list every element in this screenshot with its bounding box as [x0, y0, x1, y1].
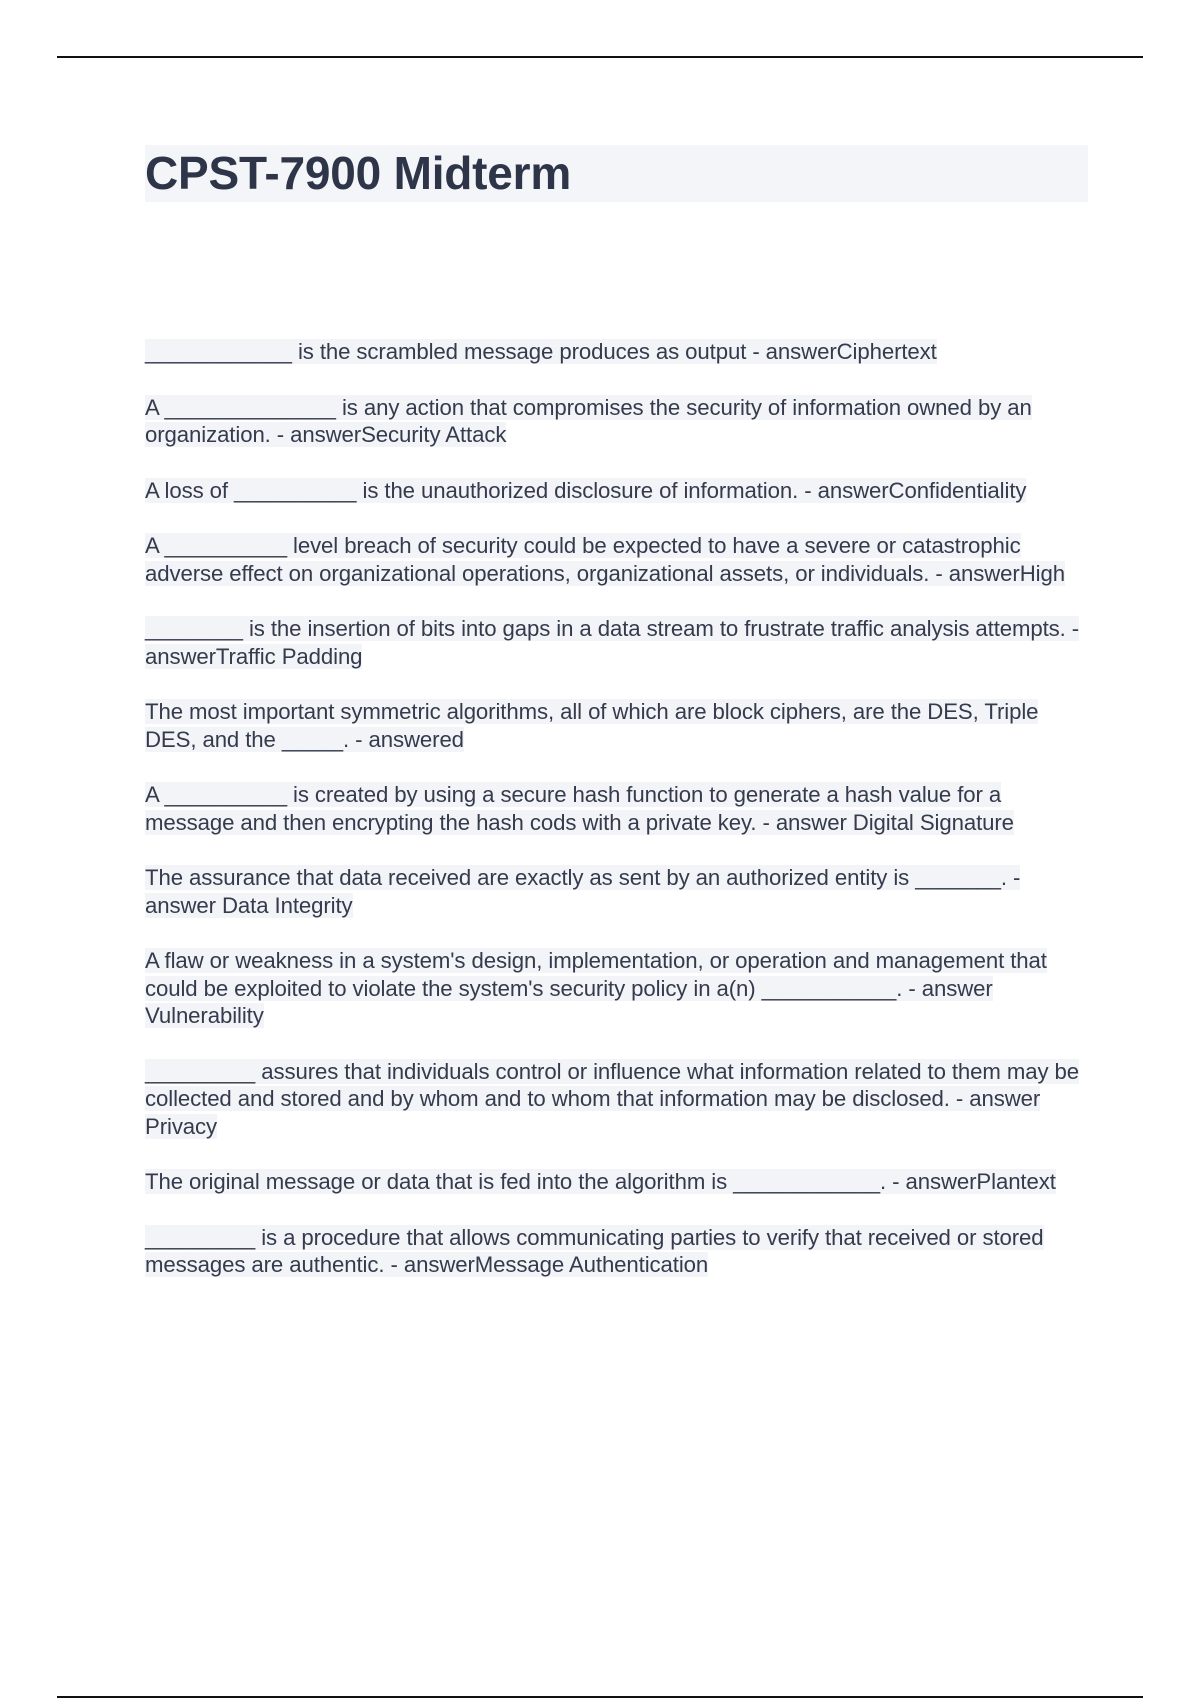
question-text: A ______________ is any action that compromises the security of information owned by an organization. - answerSecurity Attack	[145, 394, 1032, 447]
list-item	[145, 698, 1095, 753]
question-text: The assurance that data received are exactly as sent by an authorized entity is _______. - answer Data Integrity	[145, 865, 1021, 918]
list-item	[145, 781, 1095, 836]
list-item	[145, 1168, 1095, 1196]
question-text: ____________ is the scrambled message produces as output - answerCiphertext	[145, 339, 937, 364]
question-text: The most important symmetric algorithms, all of which are block ciphers, are the DES, Triple DES, and the _____. - answered	[145, 699, 1039, 752]
list-item	[145, 947, 1095, 1030]
list-item	[145, 864, 1095, 919]
title-block	[145, 145, 1088, 202]
list-item	[145, 1224, 1095, 1279]
list-item	[145, 394, 1095, 449]
list-item	[145, 477, 1095, 505]
question-text: ________ is the insertion of bits into gaps in a data stream to frustrate traffic analysis attempts. - answerTraffic Padding	[145, 616, 1080, 669]
question-text: The original message or data that is fed into the algorithm is ____________. - answerPlantext	[145, 1169, 1056, 1194]
question-text: A loss of __________ is the unauthorized disclosure of information. - answerConfidentiality	[145, 477, 1027, 503]
top-rule	[57, 56, 1143, 58]
question-text: A __________ level breach of security could be expected to have a severe or catastrophic adverse effect on organizational operations, organizational assets, or individuals. - answerHigh	[145, 533, 1065, 586]
list-item	[145, 338, 1095, 366]
question-text: _________ is a procedure that allows communicating parties to verify that received or stored messages are authentic. - answerMessage Authentication	[145, 1224, 1044, 1277]
question-text: A flaw or weakness in a system's design, implementation, or operation and management that could be exploited to violate the system's security policy in a(n) ___________. - answer Vulnerability	[145, 948, 1047, 1028]
list-item	[145, 1058, 1095, 1141]
list-item	[145, 532, 1095, 587]
question-text: _________ assures that individuals control or influence what information related to them may be collected and stored and by whom and to whom that information may be disclosed. - answer Privacy	[145, 1058, 1080, 1139]
question-list	[145, 338, 1095, 1307]
list-item	[145, 615, 1095, 670]
question-text: A __________ is created by using a secure hash function to generate a hash value for a message and then encrypting the hash cods with a private key. - answer Digital Signature	[145, 782, 1014, 835]
page-title: CPST-7900 Midterm	[145, 147, 572, 199]
bottom-rule	[57, 1696, 1143, 1698]
